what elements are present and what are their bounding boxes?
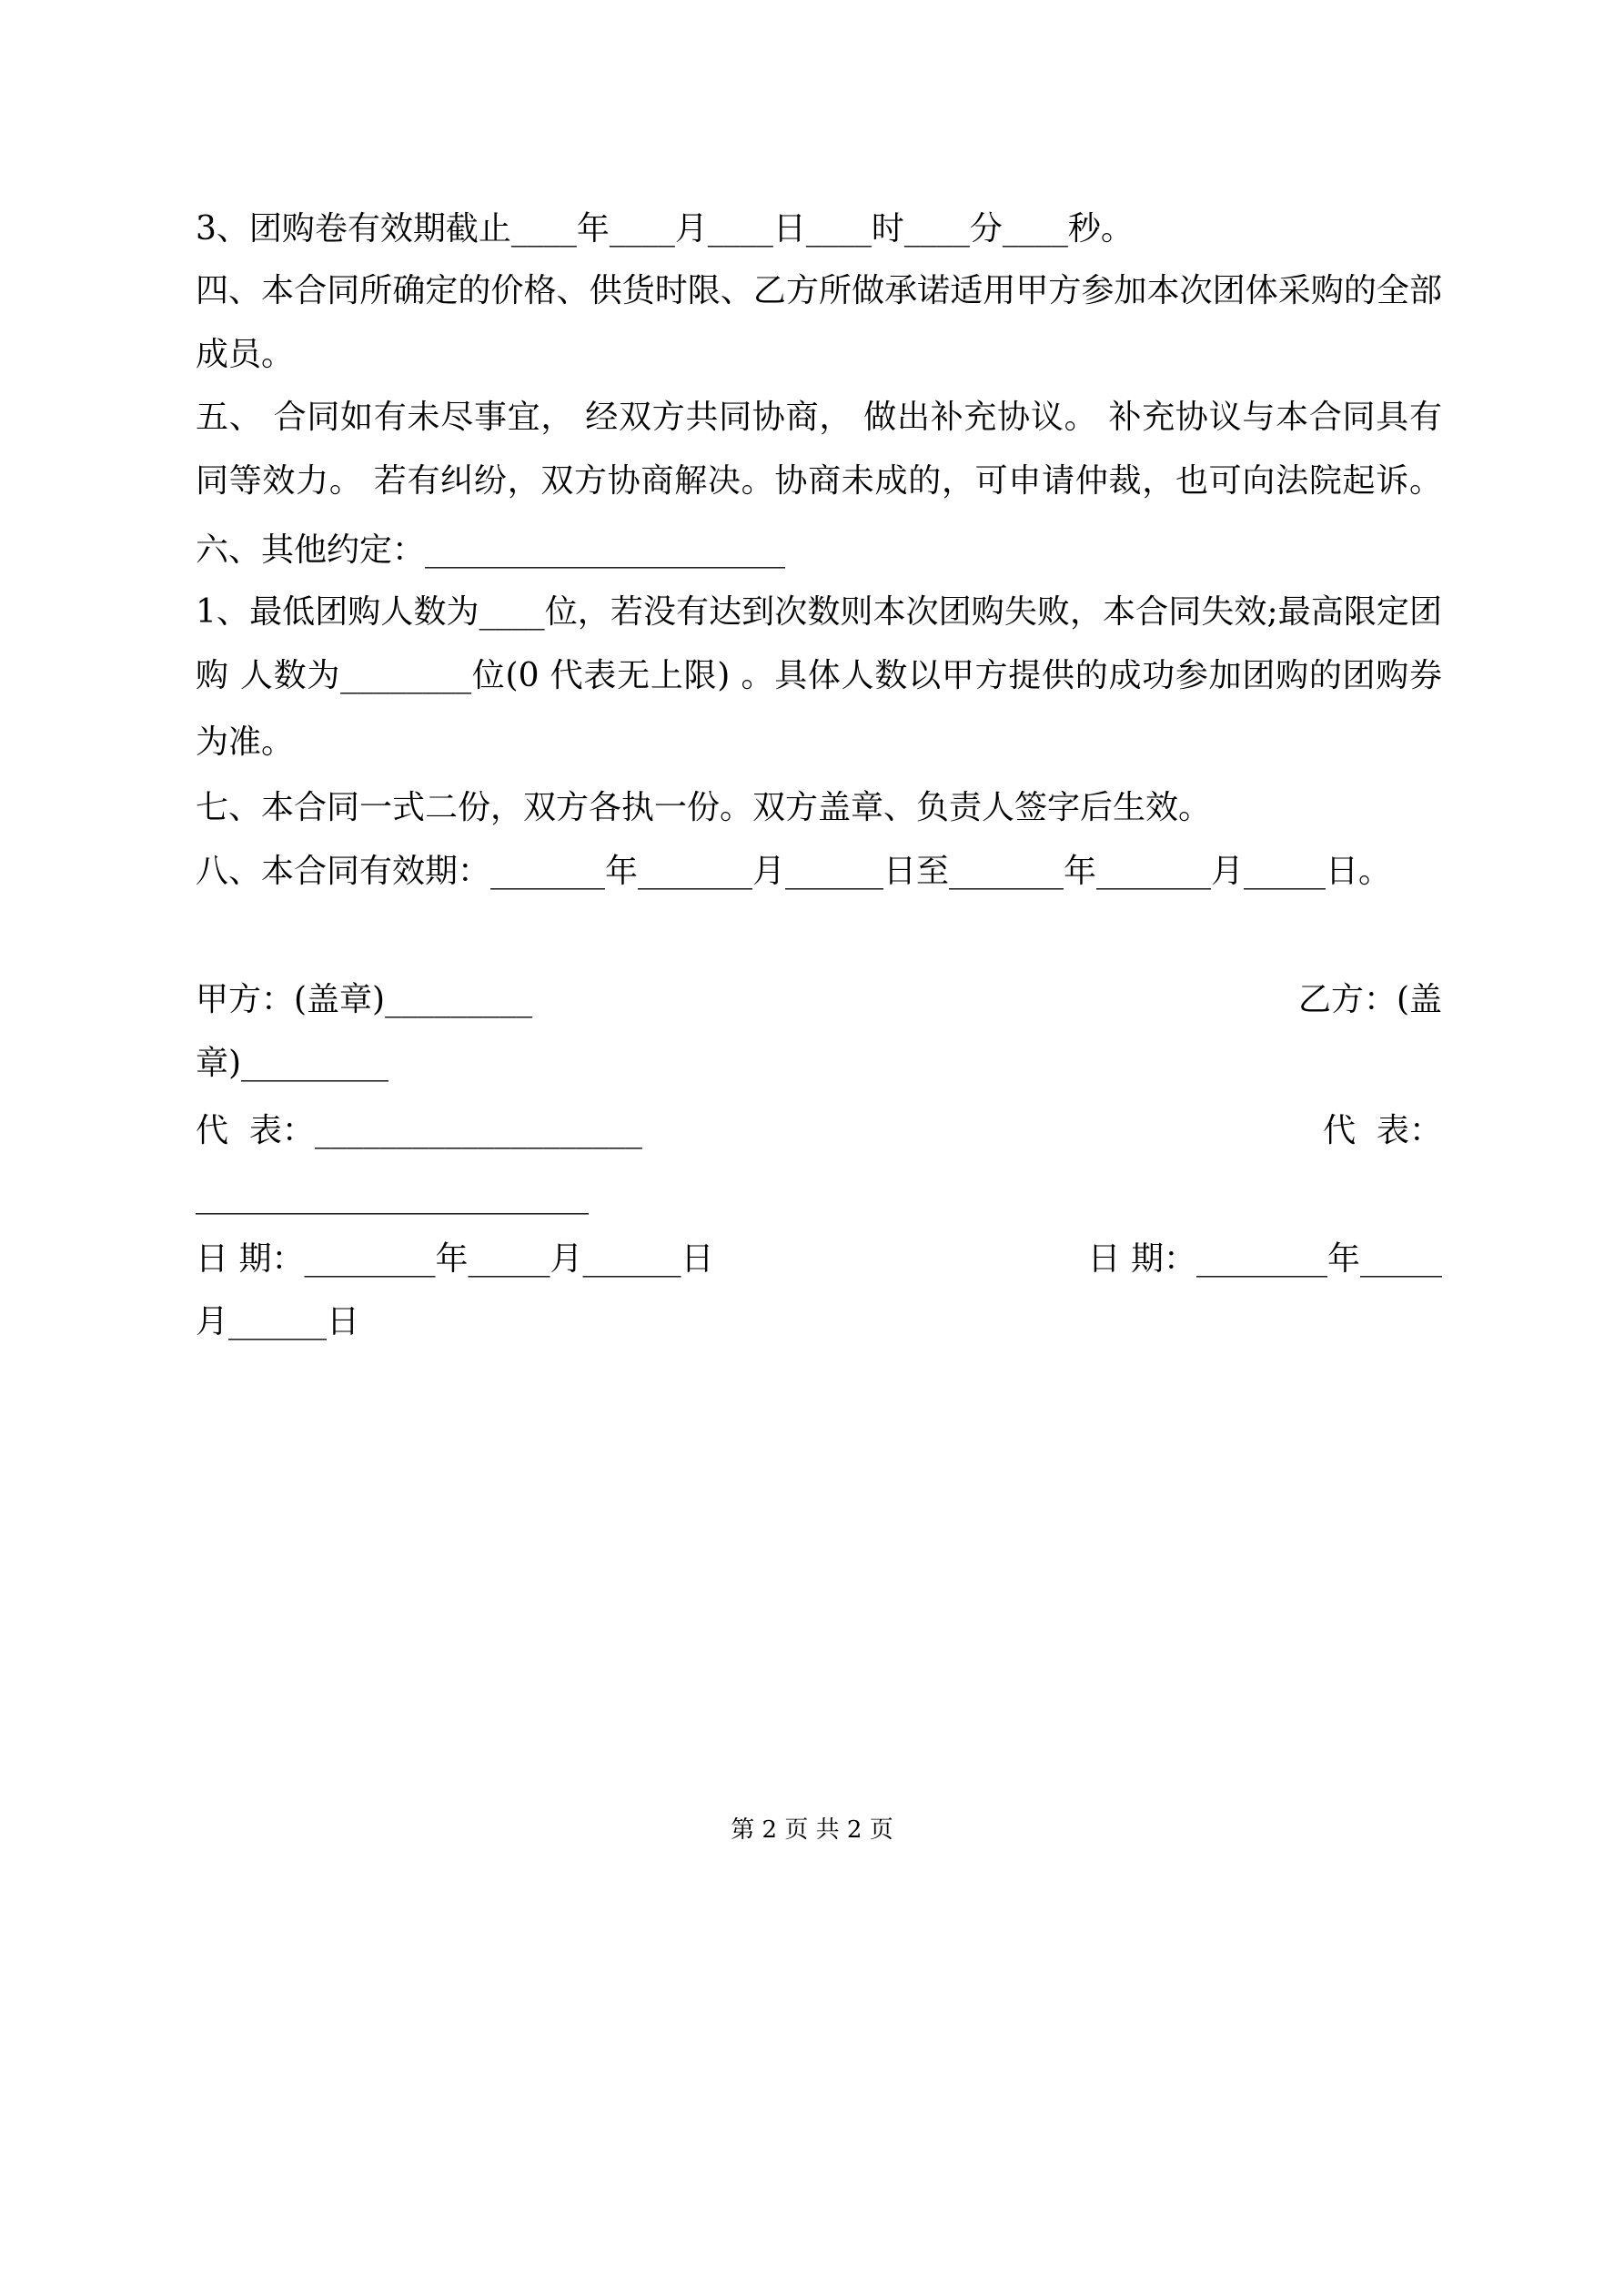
- page-number: 第 2 页 共 2 页: [731, 1816, 893, 1844]
- party-b-seal-cont: 章)_________: [196, 1045, 389, 1082]
- party-a-date: 日 期：________年_____月______日: [196, 1240, 714, 1278]
- clause-6-1-end: 为准。: [196, 723, 295, 761]
- clause-4-cont: 成员。: [196, 336, 295, 373]
- party-a-seal: 甲方：(盖章)_________: [196, 981, 533, 1018]
- clause-8: 八、本合同有效期：_______年_______月______日至_______年_______月_____日。: [196, 853, 1392, 890]
- party-b-representative-line: ________________________: [196, 1178, 589, 1215]
- party-a-representative: 代 表：____________________: [196, 1112, 642, 1149]
- clause-5: 五、 合同如有未尽事宜， 经双方共同协商， 做出补充协议。 补充协议与本合同具有: [196, 399, 1442, 436]
- clause-4: 四、本合同所确定的价格、供货时限、乙方所做承诺适用甲方参加本次团体采购的全部: [196, 272, 1442, 309]
- clause-6-1-cont: 购 人数为________位(0 代表无上限) 。具体人数以甲方提供的成功参加团购的团购券: [196, 657, 1442, 694]
- party-b-representative: 代 表：: [1323, 1112, 1442, 1149]
- clause-3-validity: 3、团购卷有效期截止____年____月____日____时____分____秒。: [196, 210, 1134, 248]
- clause-7: 七、本合同一式二份，双方各执一份。双方盖章、负责人签字后生效。: [196, 789, 1212, 826]
- clause-5-cont: 同等效力。 若有纠纷，双方协商解决。协商未成的，可申请仲裁，也可向法院起诉。: [196, 462, 1442, 500]
- party-b-seal: 乙方：(盖: [1297, 981, 1442, 1018]
- party-b-date: 日 期：________年_____: [1087, 1240, 1442, 1278]
- party-b-date-cont: 月______日: [196, 1303, 360, 1340]
- clause-6-1: 1、最低团购人数为____位，若没有达到次数则本次团购失败，本合同失效;最高限定团: [196, 593, 1442, 631]
- clause-6: 六、其他约定：______________________: [196, 531, 786, 569]
